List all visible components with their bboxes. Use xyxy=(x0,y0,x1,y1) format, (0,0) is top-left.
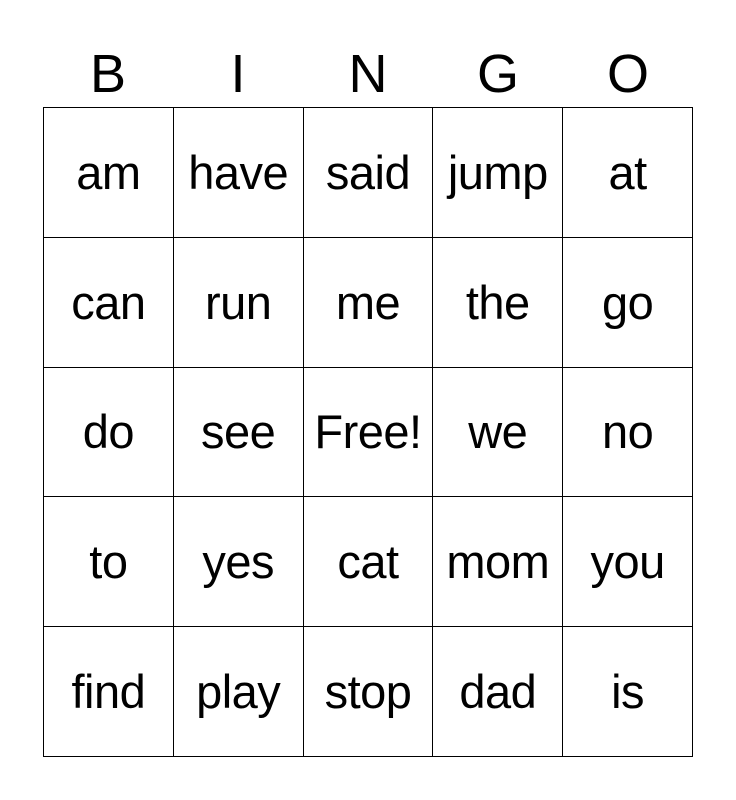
bingo-cell[interactable] xyxy=(563,238,693,368)
cell-word: dad xyxy=(459,665,537,719)
bingo-card-grid xyxy=(43,107,693,757)
free-space-label: Free! xyxy=(314,405,422,459)
header-letter-g: G xyxy=(476,44,519,104)
cell-word: run xyxy=(204,275,272,329)
cell-word: find xyxy=(71,665,146,719)
header-letter-i: I xyxy=(230,44,246,104)
header-letter-o: O xyxy=(606,44,649,104)
bingo-cell[interactable] xyxy=(44,238,174,368)
header-letter-b: B xyxy=(89,44,127,104)
cell-word: you xyxy=(590,535,665,589)
cell-word: to xyxy=(89,535,128,589)
cell-word: jump xyxy=(447,145,548,199)
cell-word: me xyxy=(335,275,401,329)
bingo-cell[interactable] xyxy=(44,108,174,238)
cell-word: cat xyxy=(337,535,399,589)
bingo-cell[interactable] xyxy=(44,368,174,498)
bingo-cell[interactable] xyxy=(174,627,304,757)
cell-word: can xyxy=(71,275,146,329)
bingo-cell[interactable] xyxy=(174,368,304,498)
cell-word: yes xyxy=(202,535,275,589)
cell-word: play xyxy=(196,665,281,719)
free-space-cell[interactable] xyxy=(304,368,434,498)
bingo-cell[interactable] xyxy=(304,108,434,238)
cell-word: is xyxy=(611,665,645,719)
bingo-cell[interactable] xyxy=(433,497,563,627)
cell-word: do xyxy=(82,405,135,459)
bingo-cell[interactable] xyxy=(433,238,563,368)
bingo-cell[interactable] xyxy=(304,238,434,368)
bingo-cell[interactable] xyxy=(44,627,174,757)
cell-word: stop xyxy=(324,665,412,719)
cell-word: have xyxy=(188,145,289,199)
bingo-cell[interactable] xyxy=(433,368,563,498)
cell-word: no xyxy=(601,405,654,459)
cell-word: the xyxy=(465,275,530,329)
bingo-cell[interactable] xyxy=(304,497,434,627)
bingo-cell[interactable] xyxy=(563,368,693,498)
bingo-cell[interactable] xyxy=(433,108,563,238)
bingo-cell[interactable] xyxy=(304,627,434,757)
cell-word: said xyxy=(325,145,411,199)
bingo-cell[interactable] xyxy=(174,108,304,238)
bingo-cell[interactable] xyxy=(44,497,174,627)
bingo-header xyxy=(43,40,693,108)
bingo-cell[interactable] xyxy=(563,108,693,238)
bingo-cell[interactable] xyxy=(563,627,693,757)
cell-word: am xyxy=(76,145,141,199)
cell-word: go xyxy=(601,275,654,329)
cell-word: mom xyxy=(446,535,550,589)
bingo-cell[interactable] xyxy=(433,627,563,757)
header-letter-n: N xyxy=(348,44,388,104)
cell-word: at xyxy=(608,145,647,199)
bingo-cell[interactable] xyxy=(174,238,304,368)
cell-word: we xyxy=(468,405,528,459)
cell-word: see xyxy=(201,405,276,459)
bingo-cell[interactable] xyxy=(174,497,304,627)
bingo-cell[interactable] xyxy=(563,497,693,627)
